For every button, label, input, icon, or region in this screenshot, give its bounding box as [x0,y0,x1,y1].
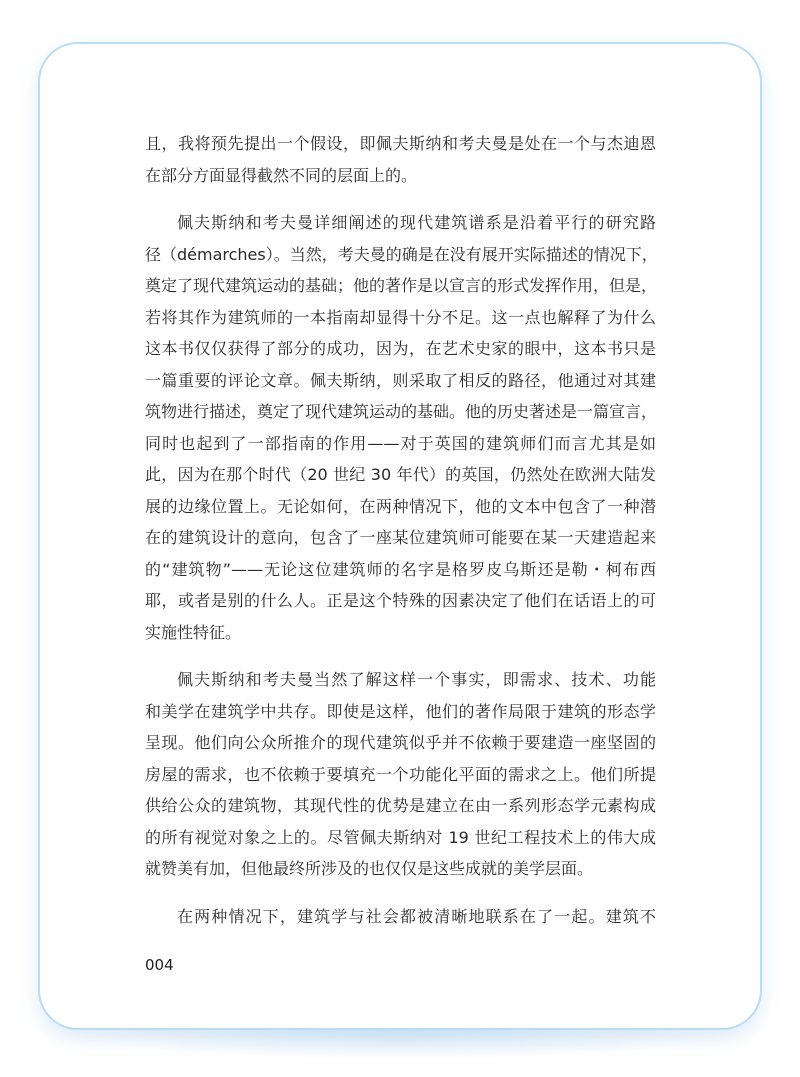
text-line: 此，因为在那个时代（20 世纪 30 年代）的英国，仍然处在欧洲大陆发 [145,465,656,484]
paragraph [145,901,656,933]
text-line: 供给公众的建筑物，其现代性的优势是建立在由一系列形态学元素构成 [145,796,656,815]
page-number: 004 [145,956,174,974]
text-line: 实施性特征。 [145,622,242,642]
paragraph [145,207,656,648]
text-line: 这本书仅仅获得了部分的成功，因为，在艺术史家的眼中，这本书只是 [145,339,656,358]
text-line: 在部分方面显得截然不同的层面上的。 [145,165,418,185]
text-line: 筑物进行描述，奠定了现代建筑运动的基础。他的历史著述是一篇宣言， [145,402,658,421]
text-line: 同时也起到了一部指南的作用——对于英国的建筑师们而言尤其是如 [145,433,656,453]
text-line: 呈现。他们向公众所推介的现代建筑似乎并不依赖于要建造一座坚固的 [145,733,656,752]
text-line: 奠定了现代建筑运动的基础；他的著作是以宣言的形式发挥作用，但是， [145,276,658,295]
text-line: 房屋的需求，也不依赖于要填充一个功能化平面的需求之上。他们所提 [145,764,656,784]
text-line: 就赞美有加，但他最终所涉及的也仅仅是这些成就的美学层面。 [145,859,594,878]
text-line: 径（démarches）。当然，考夫曼的确是在没有展开实际描述的情况下， [145,244,658,264]
paragraph [145,664,656,885]
text-line: 在两种情况下，建筑学与社会都被清晰地联系在了一起。建筑不 [177,906,656,926]
text-line: 展的边缘位置上。无论如何，在两种情况下，他的文本中包含了一种潜 [145,496,656,516]
text-line: 和美学在建筑学中共存。即使是这样，他们的著作局限于建筑的形态学 [145,701,656,721]
text-line: 的“建筑物”——无论这位建筑师的名字是格罗皮乌斯还是勒・柯布西 [145,559,656,579]
paragraph [145,128,656,191]
body-text [145,128,656,948]
text-line: 佩夫斯纳和考夫曼详细阐述的现代建筑谱系是沿着平行的研究路 [177,213,656,232]
text-line: 且，我将预先提出一个假设，即佩夫斯纳和考夫曼是处在一个与杰迪恩 [145,134,656,153]
text-line: 的所有视觉对象之上的。尽管佩夫斯纳对 19 世纪工程技术上的伟大成 [145,827,656,847]
text-line: 佩夫斯纳和考夫曼当然了解这样一个事实，即需求、技术、功能 [177,670,656,689]
text-line: 一篇重要的评论文章。佩夫斯纳，则采取了相反的路径，他通过对其建 [145,370,656,390]
text-line: 若将其作为建筑师的一本指南却显得十分不足。这一点也解释了为什么 [145,307,656,327]
text-line: 耶，或者是别的什么人。正是这个特殊的因素决定了他们在话语上的可 [145,591,656,610]
text-line: 在的建筑设计的意向，包含了一座某位建筑师可能要在某一天建造起来 [145,528,656,547]
